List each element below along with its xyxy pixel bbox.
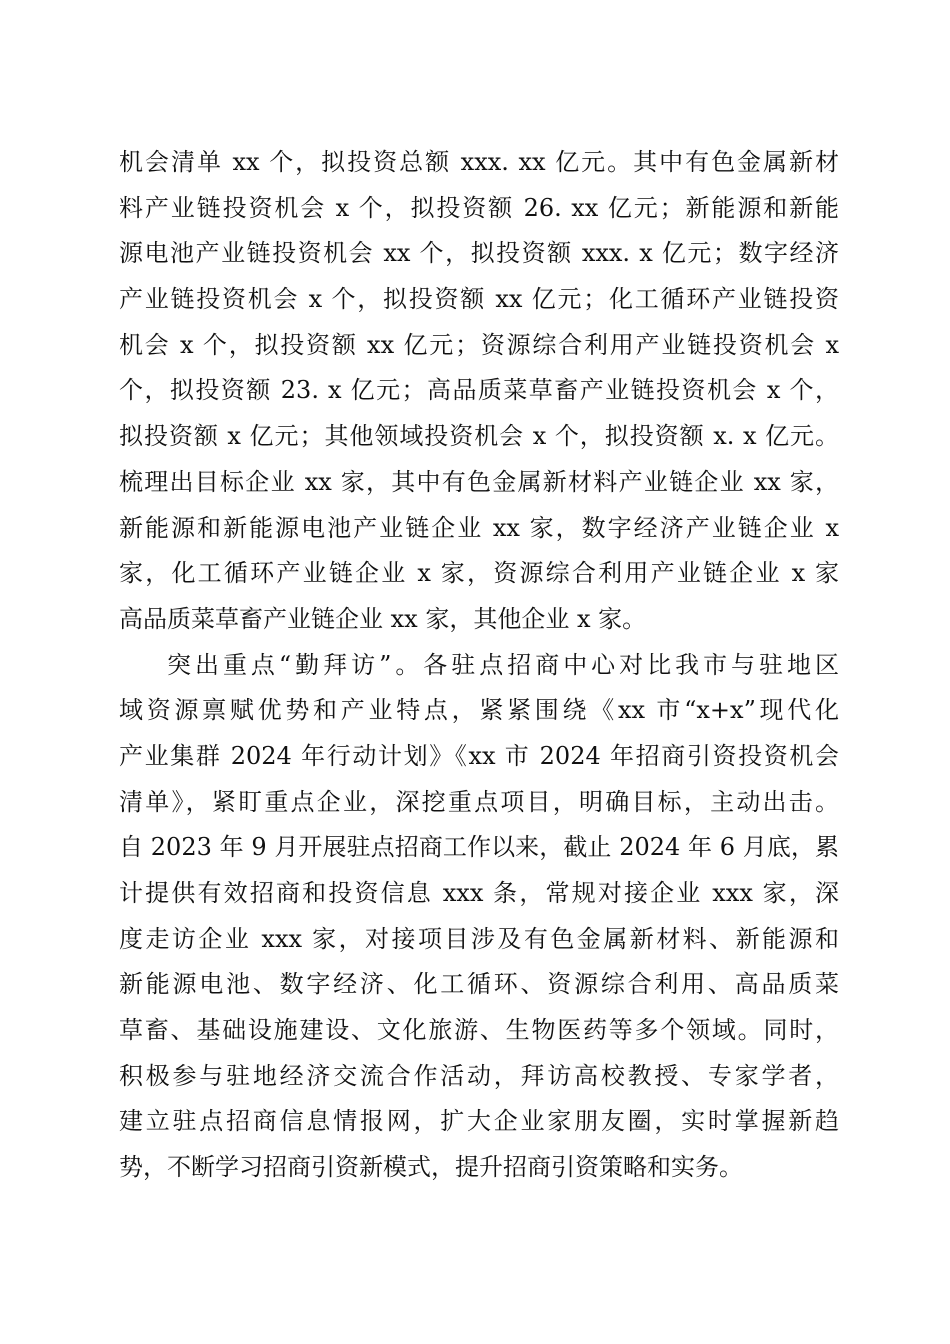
paragraph-2-line-12: 势，不断学习招商引资新模式，提升招商引资策略和实务。	[119, 1153, 743, 1182]
paragraph-1-line-11: 高品质菜草畜产业链企业 xx 家，其他企业 x 家。	[119, 604, 647, 633]
paragraph-2-line-2: 域资源禀赋优势和产业特点，紧紧围绕《xx 市“x+x”现代化	[119, 696, 839, 725]
paragraph-2-line-10: 积极参与驻地经济交流合作活动，拜访高校教授、专家学者，	[119, 1061, 839, 1090]
paragraph-1-line-5: 机会 x 个，拟投资额 xx 亿元；资源综合利用产业链投资机会 x	[119, 330, 839, 359]
paragraph-1-line-7: 拟投资额 x 亿元；其他领域投资机会 x 个，拟投资额 x. x 亿元。	[119, 422, 839, 451]
paragraph-2-line-1: 突出重点“勤拜访”。各驻点招商中心对比我市与驻地区	[167, 650, 839, 679]
paragraph-1-line-10: 家，化工循环产业链企业 x 家，资源综合利用产业链企业 x 家	[119, 559, 839, 588]
paragraph-1-line-6: 个，拟投资额 23. x 亿元；高品质菜草畜产业链投资机会 x 个，	[119, 376, 839, 405]
paragraph-2-line-3: 产业集群 2024 年行动计划》《xx 市 2024 年招商引资投资机会	[119, 741, 839, 770]
paragraph-1-line-1: 机会清单 xx 个，拟投资总额 xxx. xx 亿元。其中有色金属新材	[119, 148, 839, 176]
paragraph-1-line-2: 料产业链投资机会 x 个，拟投资额 26. xx 亿元；新能源和新能	[119, 193, 839, 222]
paragraph-2-line-6: 计提供有效招商和投资信息 xxx 条，常规对接企业 xxx 家，深	[119, 879, 839, 907]
paragraph-2-line-5: 自 2023 年 9 月开展驻点招商工作以来，截止 2024 年 6 月底，累	[119, 833, 839, 862]
paragraph-1-line-9: 新能源和新能源电池产业链企业 xx 家，数字经济产业链企业 x	[119, 513, 839, 542]
paragraph-2-line-9: 草畜、基础设施建设、文化旅游、生物医药等多个领域。同时，	[119, 1016, 839, 1045]
document-body	[119, 140, 839, 1191]
paragraph-2-line-8: 新能源电池、数字经济、化工循环、资源综合利用、高品质菜	[119, 970, 839, 999]
paragraph-1-line-3: 源电池产业链投资机会 xx 个，拟投资额 xxx. x 亿元；数字经济	[119, 239, 839, 268]
paragraph-2-line-4: 清单》，紧盯重点企业，深挖重点项目，明确目标，主动出击。	[119, 787, 839, 816]
paragraph-1-line-8: 梳理出目标企业 xx 家，其中有色金属新材料产业链企业 xx 家，	[119, 467, 839, 496]
paragraph-2-line-11: 建立驻点招商信息情报网，扩大企业家朋友圈，实时掌握新趋	[119, 1107, 839, 1136]
paragraph-1-line-4: 产业链投资机会 x 个，拟投资额 xx 亿元；化工循环产业链投资	[119, 285, 839, 314]
paragraph-2-line-7: 度走访企业 xxx 家，对接项目涉及有色金属新材料、新能源和	[119, 924, 839, 953]
